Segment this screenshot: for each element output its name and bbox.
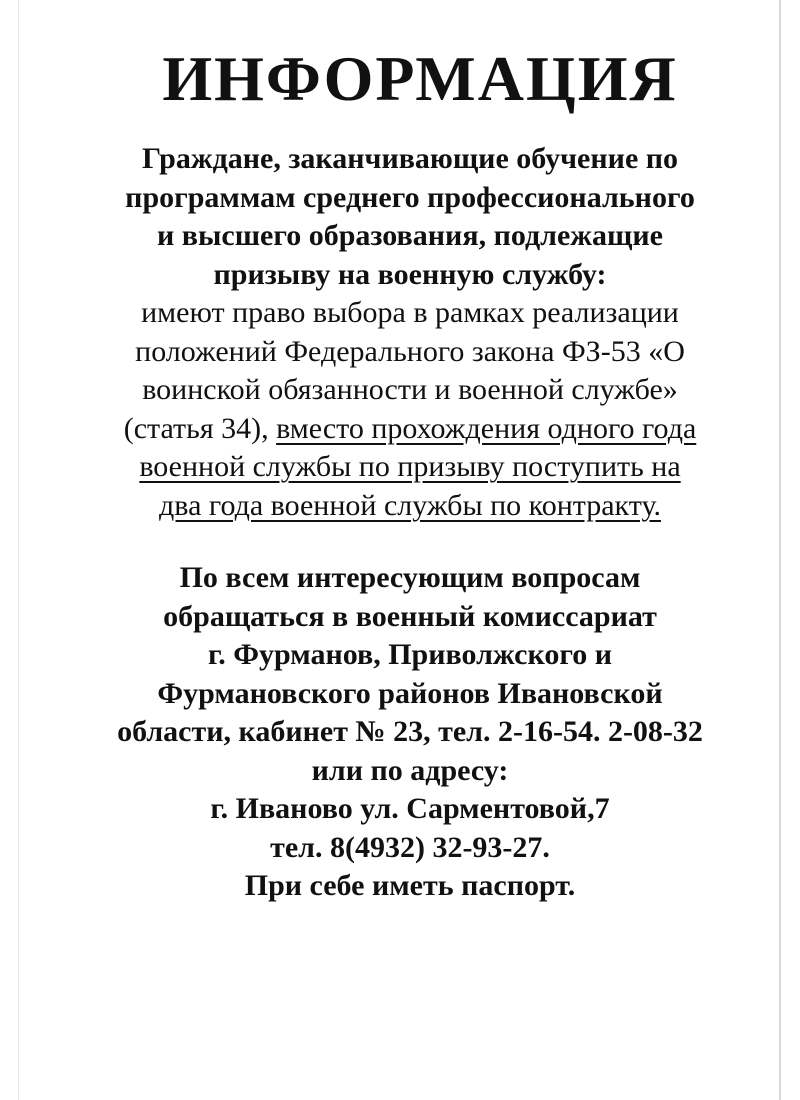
contact-line: тел. 8(4932) 32-93-27. (270, 830, 550, 864)
contact-line: Фурмановского районов Ивановской (157, 676, 663, 710)
underlined-line: два года военной службы по контракту. (159, 488, 661, 522)
scan-edge-left (18, 0, 19, 1100)
document-content (40, 140, 780, 906)
intro-line: призыву на военную службу: (213, 257, 607, 291)
contact-line: По всем интересующим вопросам (179, 561, 641, 594)
contact-line: обращаться в военный комиссариат (163, 599, 657, 633)
contact-line: г. Фурманов, Приволжского и (207, 638, 613, 671)
contact-line: или по адресу: (311, 753, 509, 787)
intro-line: программам среднего профессионального (125, 180, 695, 214)
intro-paragraph (40, 140, 780, 294)
statute-line (40, 410, 780, 449)
statute-prefix: (статья 34), (123, 411, 277, 445)
contact-line: области, кабинет № 23, тел. 2-16-54. 2-08-32 (117, 715, 703, 748)
contact-paragraph (40, 559, 780, 906)
document-title: ИНФОРМАЦИЯ (162, 43, 678, 114)
rights-paragraph (40, 294, 780, 525)
body-line: воинской обязанности и военной службе» (142, 373, 678, 406)
body-line: имеют право выбора в рамках реализации (141, 296, 679, 329)
underlined-text: вместо прохождения одного года (276, 411, 697, 445)
intro-line: Граждане, заканчивающие обучение по (141, 142, 679, 175)
contact-line: При себе иметь паспорт. (244, 869, 576, 902)
underlined-line: военной службы по призыву поступить на (139, 450, 681, 483)
body-line: положений Федерального закона ФЗ-53 «О (135, 334, 685, 368)
intro-line: и высшего образования, подлежащие (157, 219, 663, 252)
contact-line: г. Иваново ул. Сарментовой,7 (210, 792, 610, 825)
